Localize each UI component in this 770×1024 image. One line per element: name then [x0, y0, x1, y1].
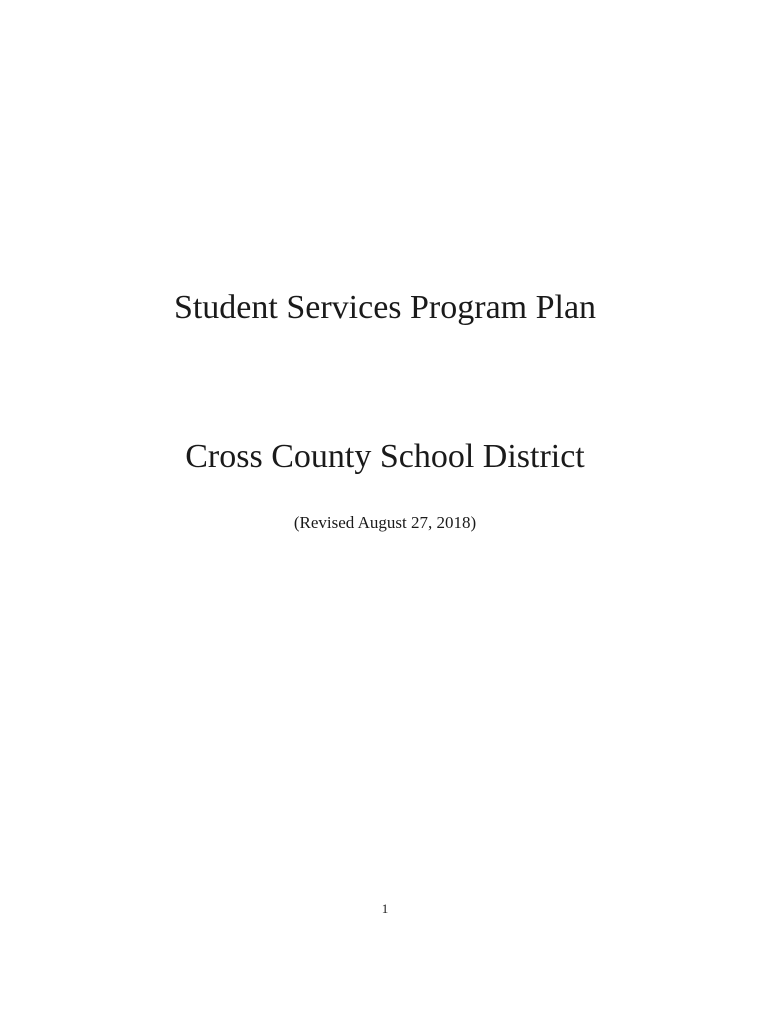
district-name: Cross County School District: [185, 438, 585, 475]
document-title: Student Services Program Plan: [173, 289, 597, 326]
page-number: 1: [381, 901, 389, 916]
revision-date: (Revised August 27, 2018): [293, 513, 477, 532]
